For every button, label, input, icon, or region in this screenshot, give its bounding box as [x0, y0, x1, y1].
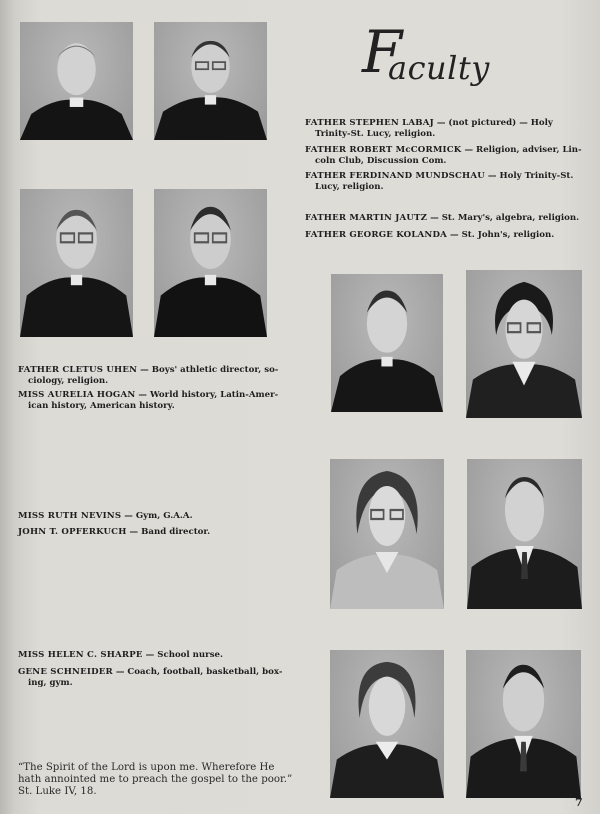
faculty-role-cont: Trinity-St. Lucy, religion.	[315, 129, 436, 139]
portrait-photo	[466, 270, 582, 418]
faculty-name: FATHER MARTIN JAUTZ	[305, 213, 428, 223]
faculty-role: — Gym, G.A.A.	[121, 511, 193, 521]
faculty-caption	[305, 230, 587, 241]
faculty-role-cont: coln Club, Discussion Com.	[315, 156, 447, 166]
portrait-photo	[466, 650, 581, 798]
faculty-caption	[305, 171, 587, 193]
faculty-caption	[18, 650, 290, 661]
portrait-photo	[330, 650, 444, 798]
portrait-photo	[20, 22, 133, 140]
faculty-name: JOHN T. OPFERKUCH	[18, 527, 127, 537]
faculty-role-cont: ican history, American history.	[28, 401, 175, 411]
page-title	[362, 18, 522, 98]
faculty-name: MISS HELEN C. SHARPE	[18, 650, 143, 660]
faculty-role-cont: Lucy, religion.	[315, 182, 384, 192]
faculty-name: FATHER FERDINAND MUNDSCHAU	[305, 171, 485, 181]
portrait-photo	[331, 274, 443, 412]
portrait-photo	[154, 22, 267, 140]
faculty-caption	[18, 511, 290, 522]
faculty-name: MISS AURELIA HOGAN	[18, 390, 136, 400]
faculty-role: — Religion, adviser, Lin-	[461, 145, 582, 155]
quote-line: hath annointed me to preach the gospel to the poor.”	[18, 774, 293, 785]
faculty-name: FATHER ROBERT McCORMICK	[305, 145, 462, 155]
title-initial: F	[362, 18, 403, 86]
faculty-name: GENE SCHNEIDER	[18, 667, 113, 677]
faculty-caption	[18, 667, 290, 689]
faculty-caption	[305, 145, 587, 167]
faculty-role: — World history, Latin-Amer-	[135, 390, 279, 400]
faculty-caption	[18, 365, 290, 387]
portrait-photo	[330, 459, 444, 609]
faculty-name: FATHER STEPHEN LABAJ	[305, 118, 434, 128]
faculty-role: — St. John's, religion.	[447, 230, 555, 240]
faculty-role-cont: ciology, religion.	[28, 376, 109, 386]
faculty-role: — St. Mary's, algebra, religion.	[427, 213, 580, 223]
portrait-photo	[20, 189, 133, 337]
quote-citation: St. Luke IV, 18.	[18, 786, 97, 797]
portrait-photo	[154, 189, 267, 337]
faculty-name: MISS RUTH NEVINS	[18, 511, 122, 521]
faculty-caption	[305, 213, 595, 224]
faculty-name: FATHER GEORGE KOLANDA	[305, 230, 448, 240]
faculty-caption	[18, 527, 290, 538]
faculty-role: — Coach, football, basketball, box-	[112, 667, 283, 677]
quote-line: “The Spirit of the Lord is upon me. Wherefore He	[18, 762, 275, 773]
faculty-role: — (not pictured) — Holy	[433, 118, 553, 128]
scripture-quote	[18, 762, 300, 798]
title-rest: aculty	[388, 49, 490, 87]
faculty-name: FATHER CLETUS UHEN	[18, 365, 138, 375]
faculty-caption	[18, 390, 290, 412]
portrait-photo	[467, 459, 582, 609]
faculty-role: — School nurse.	[142, 650, 223, 660]
faculty-caption	[305, 118, 587, 140]
page-number: 7	[575, 796, 583, 809]
faculty-role: — Boys' athletic director, so-	[137, 365, 279, 375]
faculty-role: — Holy Trinity-St.	[484, 171, 574, 181]
faculty-role-cont: ing, gym.	[28, 678, 73, 688]
faculty-role: — Band director.	[126, 527, 211, 537]
